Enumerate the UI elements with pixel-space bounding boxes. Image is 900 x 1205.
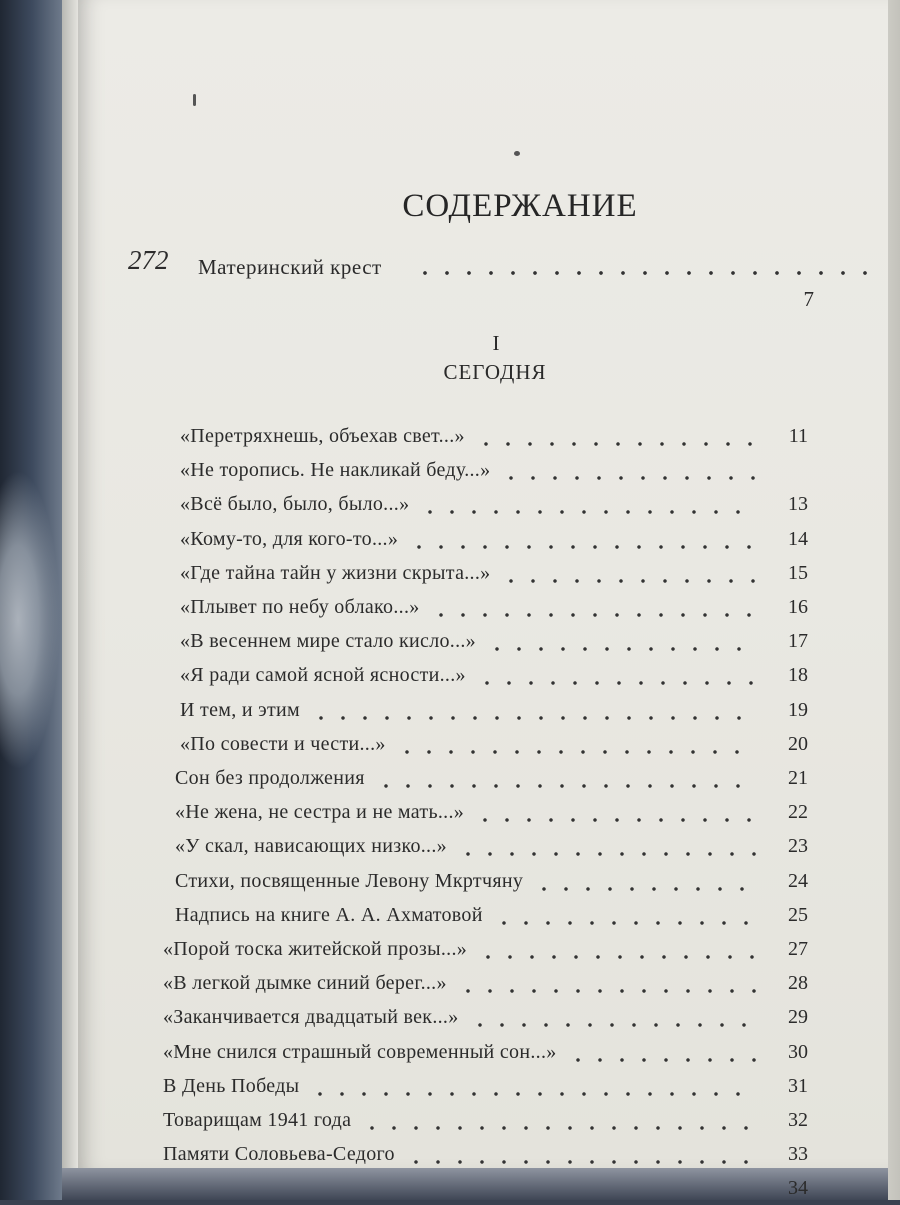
toc-entry-page: 20 xyxy=(788,733,808,755)
page-bottom-shadow xyxy=(62,1168,888,1200)
speck-mark xyxy=(193,94,196,106)
toc-entry-page: 23 xyxy=(788,835,808,857)
toc-entry-title: Надпись на книге А. А. Ахматовой xyxy=(175,904,483,926)
toc-entry-title: «Мне снился страшный современный сон...» xyxy=(163,1041,557,1063)
toc-entry-title: «В легкой дымке синий берег...» xyxy=(163,972,447,994)
toc-entry-title: «У скал, нависающих низко...» xyxy=(175,835,447,857)
toc-entry-title: «По совести и чести...» xyxy=(180,733,386,755)
toc-entry-page: 30 xyxy=(788,1041,808,1063)
toc-entry-title: Сон без продолжения xyxy=(175,767,365,789)
page-title: СОДЕРЖАНИЕ xyxy=(402,188,638,224)
toc-entry-page: 31 xyxy=(788,1075,808,1097)
page-edges xyxy=(62,0,78,1170)
section-title: СЕГОДНЯ xyxy=(443,360,547,384)
book-page xyxy=(78,0,888,1168)
toc-entry-page: 29 xyxy=(788,1006,808,1028)
toc-entry-page: 17 xyxy=(788,630,808,652)
toc-entry-title: «Не торопись. Не накликай беду...» xyxy=(180,459,491,481)
toc-entry-title: «Не жена, не сестра и не мать...» xyxy=(175,801,465,823)
toc-entry-page: 13 xyxy=(788,493,808,515)
toc-entry-title: Памяти Соловьева-Седого xyxy=(163,1143,395,1165)
toc-entry-title: «Я ради самой ясной ясности...» xyxy=(180,664,466,686)
toc-entry-page: 14 xyxy=(788,528,808,550)
toc-entry-title: «Где тайна тайн у жизни скрыта...» xyxy=(180,562,491,584)
toc-entry-title: «Перетряхнешь, объехав свет...» xyxy=(180,425,465,447)
toc-entry-page: 25 xyxy=(788,904,808,926)
toc-entry-title: Материнский крест xyxy=(198,255,382,279)
toc-entry-title: «Кому-то, для кого-то...» xyxy=(180,528,399,550)
dot-leader xyxy=(414,267,884,279)
toc-entry-page: 19 xyxy=(788,699,808,721)
speck-mark xyxy=(514,151,520,156)
toc-entry-page: 16 xyxy=(788,596,808,618)
toc-entry-page: 33 xyxy=(788,1143,808,1165)
toc-entry-page: 28 xyxy=(788,972,808,994)
toc-entry-title: «Порой тоска житейской прозы...» xyxy=(163,938,468,960)
toc-entry-title: И тем, и этим xyxy=(180,699,301,721)
toc-entry-page: 32 xyxy=(788,1109,808,1131)
section-number: I xyxy=(492,331,500,355)
toc-entry-page: 15 xyxy=(788,562,808,584)
toc-entry-page: 21 xyxy=(788,767,808,789)
folio-number: 272 xyxy=(128,245,169,275)
toc-entry-title: «В весеннем мире стало кисло...» xyxy=(180,630,476,652)
toc-entry-page: 7 xyxy=(803,287,814,311)
toc-entry-page: 27 xyxy=(788,938,808,960)
toc-entry-title: В День Победы xyxy=(163,1075,300,1097)
toc-entry-page: 34 xyxy=(788,1177,808,1199)
toc-entry-page: 22 xyxy=(788,801,808,823)
toc-entry-page: 18 xyxy=(788,664,808,686)
toc-entry-title: «Всё было, было, было...» xyxy=(180,493,410,515)
toc-entry-title: «Плывет по небу облако...» xyxy=(180,596,420,618)
toc-entry-page: 11 xyxy=(788,425,808,447)
toc-entry-title: Стихи, посвященные Левону Мкртчяну xyxy=(175,870,524,892)
toc-entry-title: «Заканчивается двадцатый век...» xyxy=(163,1006,459,1028)
toc-entry-page: 24 xyxy=(788,870,808,892)
toc-entry-title: Товарищам 1941 года xyxy=(163,1109,352,1131)
toc-entry-first xyxy=(128,245,814,311)
